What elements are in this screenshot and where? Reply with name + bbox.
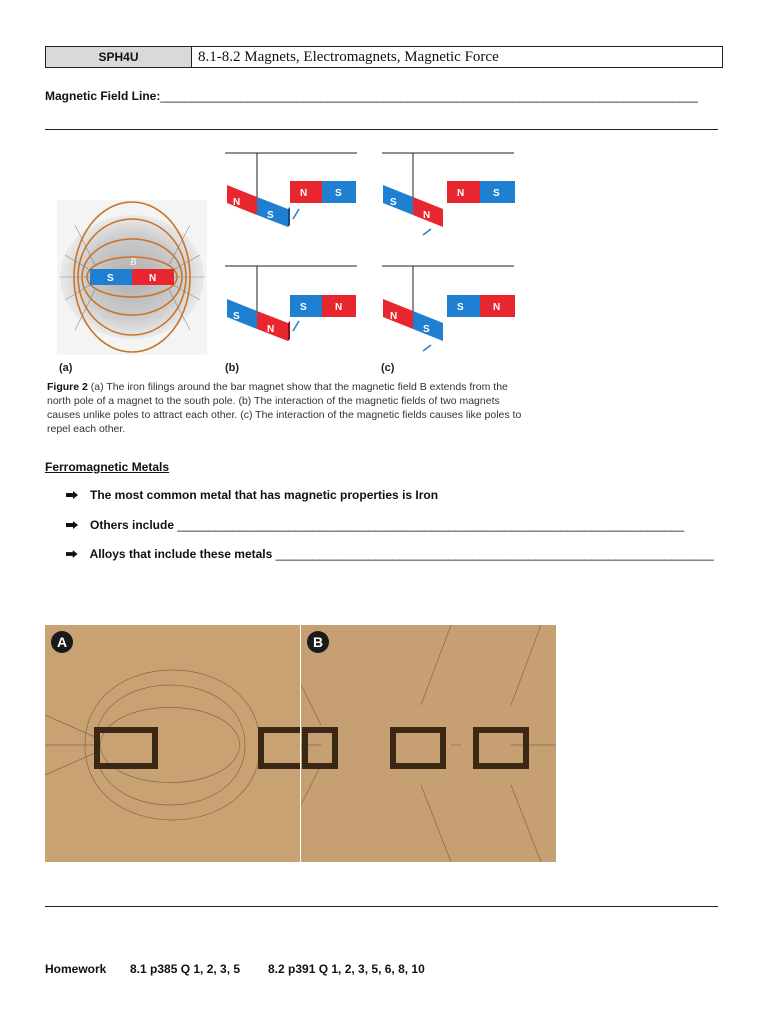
- arrow-bullet-icon: [66, 550, 78, 558]
- course-code: SPH4U: [46, 47, 192, 67]
- panel-b-bot-n2: N: [335, 302, 343, 313]
- panel-b-bottom: [225, 266, 357, 341]
- panel-c-bot-n2: N: [493, 302, 501, 313]
- answer-line[interactable]: [45, 906, 718, 907]
- homework-item-8-1: 8.1 p385 Q 1, 2, 3, 5: [130, 962, 241, 976]
- panel-b-bot-n1: N: [267, 324, 275, 335]
- panel-label-a: (a): [59, 362, 73, 374]
- panel-c-bot-n1: N: [390, 311, 398, 322]
- bullet-text: The most common metal that has magnetic properties is Iron: [90, 488, 439, 502]
- photo-a-iron-filings: [45, 625, 300, 862]
- bullet-text: Alloys that include these metals: [89, 547, 276, 561]
- panel-c-top: [382, 153, 515, 235]
- caption-text: (a) The iron filings around the bar magnet show that the magnetic field B extends from the north pole of a magnet to the south pole. (b) The interaction of the magnetic fields of two magnets causes unlike poles to attract each other. (c) The interaction of the magnetic fields causes like poles to repel each other.: [47, 381, 522, 435]
- bullet-item: [66, 518, 714, 532]
- panel-b-top-n1: N: [233, 197, 241, 208]
- panel-c-bottom: [382, 266, 515, 351]
- panel-b-bot-s2: S: [300, 302, 307, 313]
- bullet-item: [66, 547, 714, 561]
- page-title: 8.1-8.2 Magnets, Electromagnets, Magnetic Force: [198, 48, 499, 65]
- arrow-bullet-icon: [66, 521, 78, 529]
- panel-b-top-s2: S: [335, 188, 342, 199]
- panel-a-pole-s: S: [107, 273, 114, 284]
- caption-lead: Figure 2: [47, 381, 88, 393]
- arrow-bullet-icon: [66, 491, 78, 499]
- answer-line[interactable]: [45, 129, 718, 130]
- field-line-row: [45, 89, 723, 103]
- panel-b-top-n2: N: [300, 188, 308, 199]
- panel-a-field-symbol: B: [130, 257, 137, 268]
- alloys-blank[interactable]: _______________________________________________________________________: [275, 547, 714, 561]
- others-blank[interactable]: __________________________________________________________________________________: [177, 518, 684, 532]
- panel-a-filings: [57, 200, 207, 355]
- figure-caption: [47, 380, 529, 436]
- panel-a-pole-n: N: [149, 273, 157, 284]
- homework-label: Homework: [45, 962, 107, 976]
- panel-c-bot-s2: S: [457, 302, 464, 313]
- panel-c-top-n1: N: [423, 210, 431, 221]
- panel-label-b: (b): [225, 362, 240, 374]
- bullet-text: Others include: [90, 518, 178, 532]
- panel-c-top-s1: S: [390, 197, 397, 208]
- figure-2: [45, 145, 535, 450]
- section-ferromagnetic-title: Ferromagnetic Metals: [45, 460, 170, 474]
- bullet-item: [66, 488, 438, 502]
- panel-b-top: [225, 153, 357, 227]
- panel-b-top-s1: S: [267, 210, 274, 221]
- panel-c-bot-s1: S: [423, 324, 430, 335]
- panel-b-bot-s1: S: [233, 311, 240, 322]
- homework-item-8-2: 8.2 p391 Q 1, 2, 3, 5, 6, 8, 10: [268, 962, 425, 976]
- panel-c-top-s2: S: [493, 188, 500, 199]
- photo-b-badge: B: [307, 631, 329, 653]
- photo-a-badge: A: [51, 631, 73, 653]
- field-line-label: Magnetic Field Line:: [45, 89, 161, 103]
- photo-b-iron-filings: [301, 625, 556, 862]
- photo-b-image: [301, 625, 556, 862]
- panel-label-c: (c): [381, 362, 395, 374]
- magnet-diagram: [45, 145, 535, 385]
- field-line-blank[interactable]: _______________________________________________________________________________________: [160, 89, 698, 103]
- panel-c-top-n2: N: [457, 188, 465, 199]
- header-table: [45, 46, 723, 68]
- photo-a-image: [45, 625, 300, 862]
